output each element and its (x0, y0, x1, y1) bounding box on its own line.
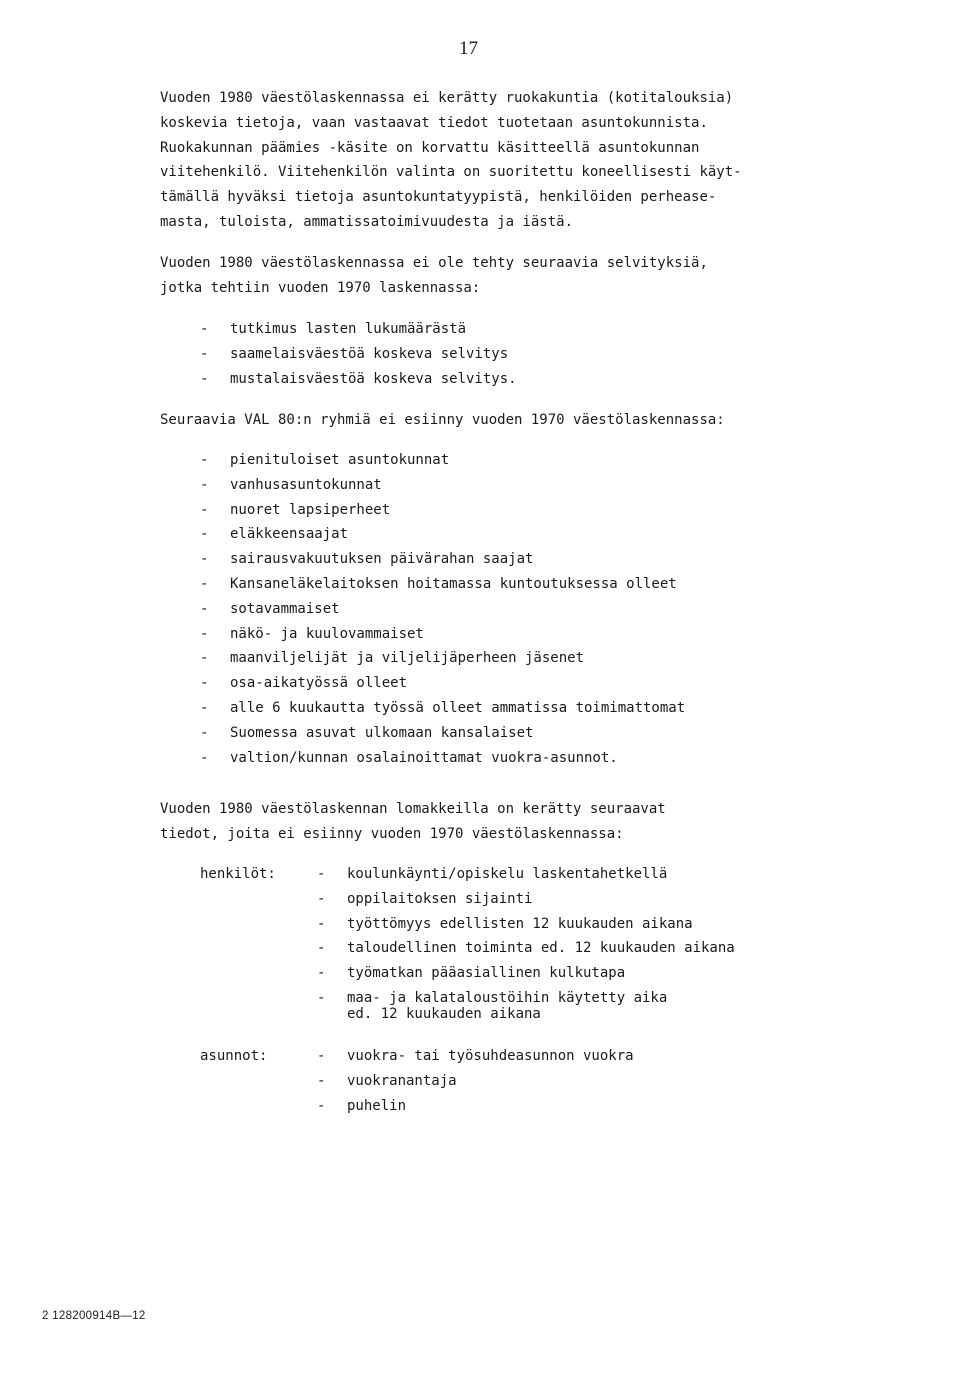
list-item-text: sairausvakuutuksen päivärahan saajat (230, 551, 534, 568)
list-item (200, 317, 840, 342)
list-new-groups (200, 448, 840, 770)
dash: - (200, 501, 209, 518)
list-not-surveyed (200, 317, 840, 391)
dash: - (317, 1072, 326, 1089)
dash: - (200, 600, 209, 617)
list-item (200, 367, 840, 392)
dash: - (200, 625, 209, 642)
list-item (317, 1069, 837, 1094)
list-item (200, 473, 840, 498)
dash: - (200, 476, 209, 493)
text-line: Vuoden 1980 väestölaskennan lomakkeilla on kerätty seuraavat (160, 801, 666, 817)
list-item (200, 671, 840, 696)
list-item-text: alle 6 kuukautta työssä olleet ammatissa toimimattomat (230, 699, 686, 716)
paragraph-households (160, 86, 860, 235)
persons-group (200, 862, 840, 1032)
dwellings-label: asunnot: (200, 1048, 268, 1064)
list-item-text: Kansaneläkelaitoksen hoitamassa kuntoutuksessa olleet (230, 575, 677, 592)
list-item-text: tutkimus lasten lukumäärästä (230, 321, 467, 337)
list-item (317, 936, 837, 961)
text-line: Vuoden 1980 väestölaskennassa ei ole tehty seuraavia selvityksiä, (160, 255, 708, 271)
dash: - (317, 940, 326, 957)
dash: - (200, 749, 209, 766)
dash: - (200, 370, 209, 387)
list-item-text: työttömyys edellisten 12 kuukauden aikana (347, 915, 693, 932)
list-item-text: pienituloiset asuntokunnat (230, 452, 450, 468)
list-item-text: saamelaisväestöä koskeva selvitys (230, 345, 509, 362)
dash: - (200, 650, 209, 667)
list-item-text: osa-aikatyössä olleet (230, 675, 408, 692)
list-item-text: valtion/kunnan osalainoittamat vuokra-asunnot. (230, 749, 618, 766)
persons-list (317, 862, 837, 1027)
dash: - (317, 890, 326, 907)
list-item-text: nuoret lapsiperheet (230, 501, 391, 518)
list-item (200, 342, 840, 367)
text-line: Vuoden 1980 väestölaskennassa ei kerätty ruokakuntia (kotitalouksia) (160, 90, 734, 106)
list-item-text: vuokra- tai työsuhdeasunnon vuokra (347, 1048, 634, 1064)
paragraph-not-surveyed (160, 251, 860, 301)
list-item (200, 547, 840, 572)
list-item-text: työmatkan pääasiallinen kulkutapa (347, 965, 626, 982)
text-line: tämällä hyväksi tietoja asuntokuntatyypistä, henkilöiden perhease- (160, 189, 717, 206)
list-item (200, 746, 840, 771)
paragraph-new-groups (160, 408, 860, 433)
dwellings-group (200, 1044, 840, 1124)
text-line: viitehenkilö. Viitehenkilön valinta on suoritettu koneellisesti käyt- (160, 164, 742, 181)
list-item-text: oppilaitoksen sijainti (347, 890, 533, 907)
dash: - (317, 1097, 326, 1114)
list-item (317, 887, 837, 912)
list-item (200, 696, 840, 721)
page-number: 17 (459, 38, 478, 59)
paragraph-collected-info (160, 797, 860, 847)
dash: - (317, 965, 326, 982)
list-item (317, 961, 837, 986)
list-item (317, 1094, 837, 1119)
dash: - (200, 452, 209, 468)
list-item-text: maa- ja kalataloustöihin käytetty aika ed. 12 kuukauden aikana (347, 989, 668, 1023)
dash: - (200, 551, 209, 568)
list-item-text: eläkkeensaajat (230, 526, 349, 543)
list-item-text: koulunkäynti/opiskelu laskentahetkellä (347, 866, 668, 882)
dash: - (200, 526, 209, 543)
list-item-text: puhelin (347, 1097, 407, 1114)
dwellings-list (317, 1044, 837, 1118)
list-item (200, 498, 840, 523)
list-item-text: mustalaisväestöä koskeva selvitys. (230, 370, 517, 387)
list-item (200, 522, 840, 547)
list-item (317, 1044, 837, 1069)
list-item-text: Suomessa asuvat ulkomaan kansalaiset (230, 724, 534, 741)
list-item (317, 912, 837, 937)
dash: - (200, 724, 209, 741)
dash: - (317, 866, 326, 882)
persons-label: henkilöt: (200, 866, 276, 882)
list-item (317, 862, 837, 887)
text-line: Seuraavia VAL 80:n ryhmiä ei esiinny vuoden 1970 väestölaskennassa: (160, 412, 725, 428)
dash: - (317, 915, 326, 932)
dash: - (317, 1048, 326, 1064)
list-item (200, 572, 840, 597)
footer-print-code: 2 128200914B—12 (42, 1310, 146, 1322)
list-item-text: maanviljelijät ja viljelijäperheen jäsenet (230, 650, 585, 667)
list-item-text: näkö- ja kuulovammaiset (230, 625, 424, 642)
text-line: koskevia tietoja, vaan vastaavat tiedot tuotetaan asuntokunnista. (160, 114, 708, 131)
list-item-text: taloudellinen toiminta ed. 12 kuukauden aikana (347, 940, 735, 957)
list-item-text: vanhusasuntokunnat (230, 476, 382, 493)
text-line: Ruokakunnan päämies -käsite on korvattu käsitteellä asuntokunnan (160, 139, 700, 156)
dash: - (200, 699, 209, 716)
text-line: tiedot, joita ei esiinny vuoden 1970 väestölaskennassa: (160, 825, 624, 842)
list-item (200, 646, 840, 671)
list-item (317, 990, 837, 1023)
list-item-text: sotavammaiset (230, 600, 340, 617)
list-item (200, 597, 840, 622)
text-line: jotka tehtiin vuoden 1970 laskennassa: (160, 279, 481, 296)
list-item-text: vuokranantaja (347, 1072, 457, 1089)
dash: - (317, 989, 326, 1006)
list-item (200, 448, 840, 473)
list-item (200, 721, 840, 746)
list-item (200, 622, 840, 647)
dash: - (200, 345, 209, 362)
dash: - (200, 675, 209, 692)
dash: - (200, 321, 209, 337)
dash: - (200, 575, 209, 592)
text-line: masta, tuloista, ammatissatoimivuudesta ja iästä. (160, 213, 574, 230)
